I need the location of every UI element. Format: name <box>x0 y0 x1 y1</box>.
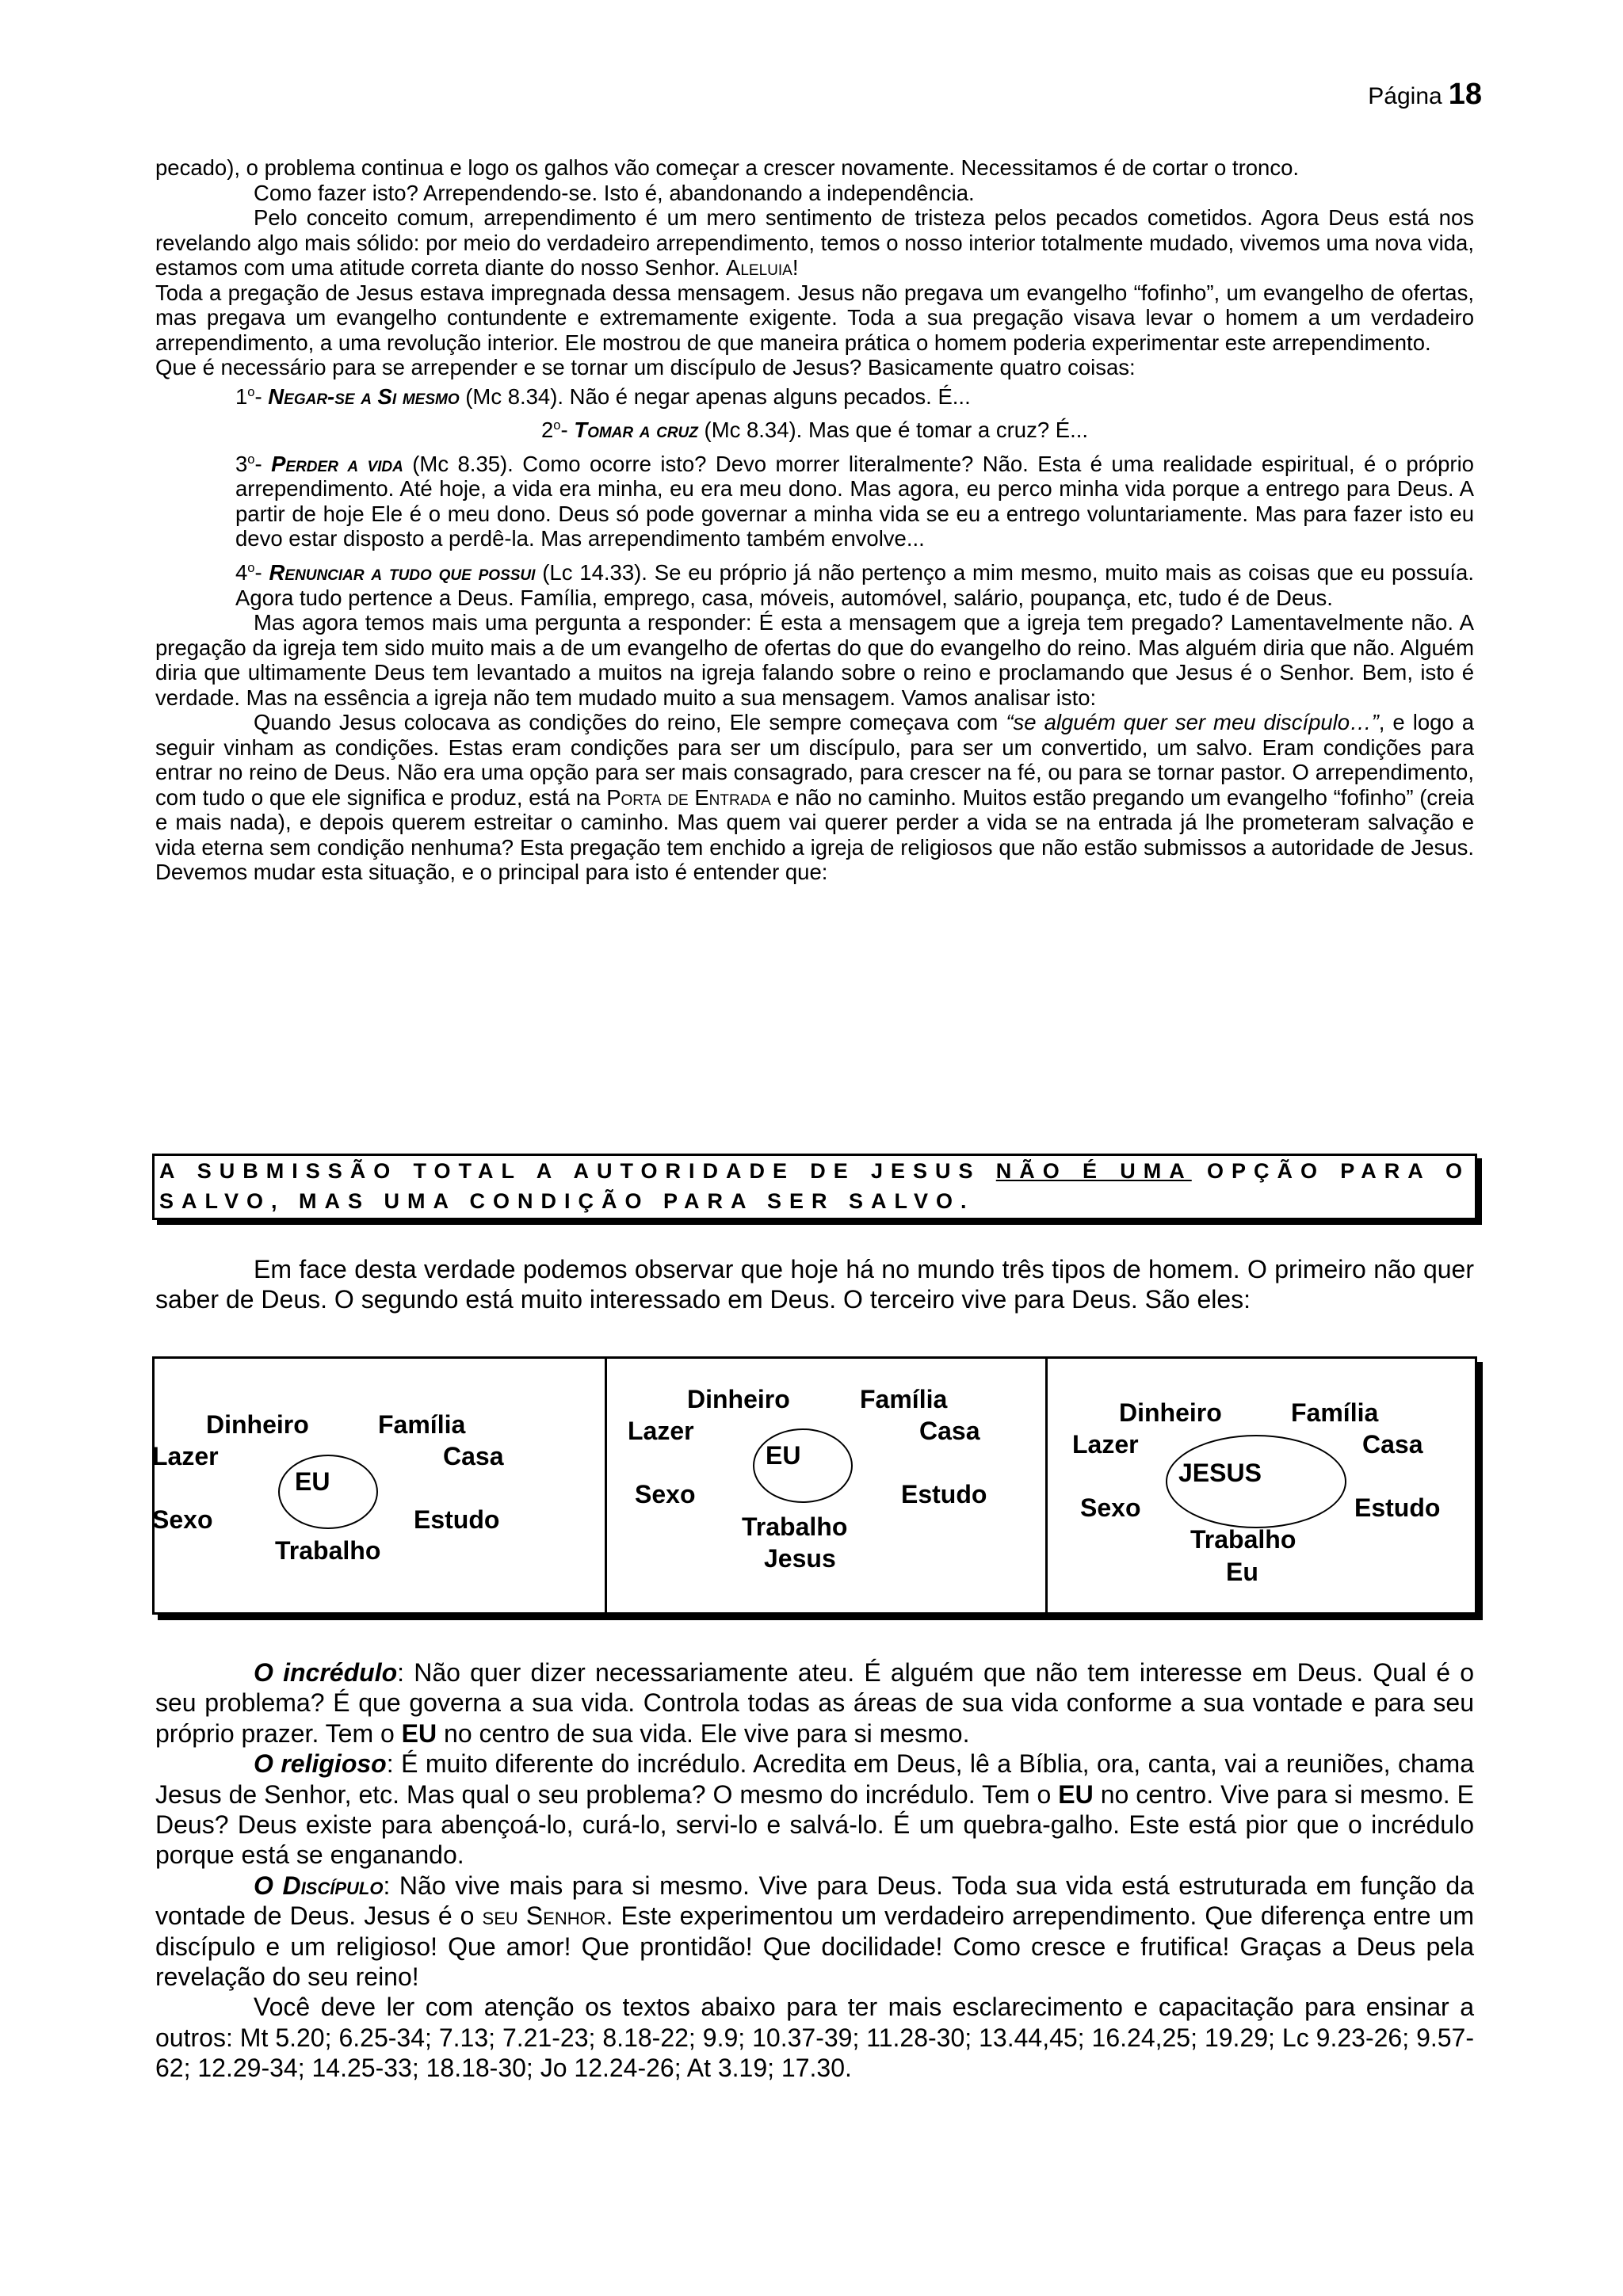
paragraph: pecado), o problema continua e logo os galhos vão começar a crescer novamente. Necessitamos é de cortar o tronco. <box>155 155 1299 180</box>
list-ordinal: o <box>247 452 255 467</box>
paragraph: Mas agora temos mais uma pergunta a responder: É esta a mensagem que a igreja tem pregado? Lamentavelmente não. A pregação da igreja tem sido muito mais a de um evangelho de ofertas do que do evangelho do reino. Mas alguém diria que não. Alguém diria que ultimamente Deus tem levantado a muitos na igreja falando sobre o reino e proclamando que Jesus é o Senhor. Bem, isto é verdade. Mas na essência a igreja não tem mudado muito a sua mensagem. Vamos analisar isto: <box>155 610 1474 710</box>
text: : É muito diferente do incrédulo. Acredita em Deus, lê a Bíblia, ora, canta, vai a reuniões, chama Jesus de Senhor, etc. Mas qual o seu problema? O mesmo do incrédulo. Tem o <box>155 1749 1475 1809</box>
label-familia: Família <box>378 1410 466 1439</box>
list-ordinal: o <box>247 560 255 575</box>
list-tag: Perder a vida <box>271 451 403 476</box>
label-sexo: Sexo <box>152 1505 213 1534</box>
label-estudo: Estudo <box>1354 1493 1441 1522</box>
panel-divider <box>1045 1359 1048 1612</box>
text: : Não quer dizer necessariamente ateu. É alguém que não tem interesse em Deus. Qual é o seu problema? É que governa a sua vida. Controla todas as áreas de sua vida conforme a sua vontade e para seu próprio prazer. Tem o <box>155 1658 1475 1748</box>
banner-underlined-text: NÃO É UMA <box>995 1159 1192 1183</box>
text-smallcaps: seu Senhor <box>482 1901 606 1931</box>
text: Quando Jesus colocava as condições do reino, Ele sempre começava com <box>254 710 1006 735</box>
page-label: Página <box>1368 83 1442 109</box>
label-center: JESUS <box>1178 1459 1262 1487</box>
paragraph: Em face desta verdade podemos observar que hoje há no mundo três tipos de homem. O primeiro não quer saber de Deus. O segundo está muito interessado em Deus. O terceiro vive para Deus. São eles: <box>155 1255 1474 1314</box>
page-number-value: 18 <box>1448 78 1482 111</box>
list-dash: - <box>254 451 272 476</box>
paragraph: Você deve ler com atenção os textos abaixo para ter mais esclarecimento e capacitação para ensinar a outros: Mt 5.20; 6.25-34; 7.13; 7.21-23; 8.18-22; 9.9; 10.37-39; 11.28-30; 13.44,45; 16.24,25; 19.29; Lc 9.23-26; 9.57-62; 12.29-34; 14.25-33; 18.18-30; Jo 12.24-26; At 3.19; 17.30. <box>155 1993 1474 2083</box>
label-trabalho: Trabalho <box>275 1536 381 1565</box>
list-text: (Mc 8.35). Como ocorre isto? Devo morrer literalmente? Não. Esta é uma realidade espiritual, é o próprio arrependimento. Até hoje, a vida era minha, eu era meu dono. Mas agora, eu perco minha vida porque a entrego para Deus. A partir de hoje Ele é o meu dono. Deus só pode governar a minha vida se eu a entrego voluntariamente. Mas para fazer isto eu devo estar disposto a perdê-la. Mas arrependimento também envolve... <box>235 451 1474 551</box>
text: Pelo conceito comum, arrependimento é um mero sentimento de tristeza pelos pecados cometidos. Agora Deus está nos revelando algo mais sólido: por meio do verdadeiro arrependimento, temos o nosso interior totalmente mudado, vivemos uma nova vida, estamos com uma atitude correta diante do nosso Senhor. <box>155 205 1474 280</box>
list-dash: - <box>254 560 269 585</box>
text-bold: EU <box>401 1718 437 1748</box>
term-label: O religioso <box>254 1749 387 1779</box>
list-number: 4 <box>235 560 248 585</box>
label-center: EU <box>295 1467 330 1496</box>
text: , e logo a seguir vinham as condições. Estas eram condições para ser um discípulo, para ser um convertido, um salvo. Eram condições para entrar no reino de Deus. Não era uma opção para ser mais consagrado, para crescer na fé, ou para se tornar pastor. O arrependimento, com tudo o que ele significa e produz, está na <box>155 710 1475 810</box>
label-jesus: Jesus <box>764 1544 836 1573</box>
label-dinheiro: Dinheiro <box>687 1385 790 1413</box>
paragraph: Toda a pregação de Jesus estava impregnada dessa mensagem. Jesus não pregava um evangelho “fofinho”, um evangelho de ofertas, mas pregava um evangelho contundente e extremamente exigente. Toda a sua pregação visava levar o homem a um verdadeiro arrependimento, a uma revolução interior. Ele mostrou de que maneira prática o homem poderia experimentar este arrependimento. <box>155 280 1474 355</box>
label-center: EU <box>766 1441 801 1470</box>
list-number: 2 <box>540 418 554 443</box>
text: no centro. Vive para si mesmo. E Deus? Deus existe para abençoá-lo, curá-lo, servi-lo e salvá-lo. É um quebra-galho. Este está pior que o incrédulo porque está se enganando. <box>155 1779 1475 1870</box>
label-dinheiro: Dinheiro <box>1119 1398 1222 1427</box>
paragraph <box>155 1657 1474 1749</box>
term-label: O Discípulo <box>254 1871 384 1900</box>
text-smallcaps: Porta de Entrada <box>606 784 771 810</box>
list-tag: Negar-se a Si mesmo <box>268 383 460 409</box>
list-item <box>235 380 1474 410</box>
list-tag: Renunciar a tudo que possui <box>269 560 536 585</box>
paragraph: Que é necessário para se arrepender e se tornar um discípulo de Jesus? Basicamente quatro coisas: <box>155 355 1136 379</box>
paragraph: Como fazer isto? Arrependendo-se. Isto é, abandonando a independência. <box>254 180 975 205</box>
list-number: 1 <box>235 383 248 409</box>
list-item <box>235 556 1474 610</box>
list-dash: - <box>254 383 269 409</box>
banner-text: A SUBMISSÃO TOTAL A AUTORIDADE DE JESUS <box>159 1159 996 1183</box>
banner-text: OPÇÃO PARA O SALVO, MAS UMA CONDIÇÃO PARA SER SALVO. <box>159 1159 1470 1213</box>
label-sexo: Sexo <box>635 1480 696 1508</box>
body-text-middle <box>155 1254 1474 1314</box>
list-tag: Tomar a cruz <box>574 418 698 443</box>
label-familia: Família <box>860 1385 948 1413</box>
list-text: (Lc 14.33). Se eu próprio já não pertenço a mim mesmo, muito mais as coisas que eu possuía. Agora tudo pertence a Deus. Família, emprego, casa, móveis, automóvel, salário, poupança, etc, tudo é de Deus. <box>235 560 1474 610</box>
label-casa: Casa <box>919 1417 980 1445</box>
list-ordinal: o <box>553 418 561 433</box>
label-estudo: Estudo <box>414 1505 500 1534</box>
text: : Não vive mais para si mesmo. Vive para Deus. Toda sua vida está estruturada em função da vontade de Deus. Jesus é o <box>155 1871 1474 1931</box>
list-item <box>155 414 1474 443</box>
panel-divider <box>605 1359 607 1612</box>
body-text-top <box>155 155 1474 885</box>
label-casa: Casa <box>1362 1430 1423 1459</box>
label-estudo: Estudo <box>901 1480 987 1508</box>
label-lazer: Lazer <box>152 1442 219 1470</box>
label-lazer: Lazer <box>628 1417 694 1445</box>
list-ordinal: o <box>247 384 255 399</box>
list-text: (Mc 8.34). Não é negar apenas alguns pecados. É... <box>459 383 971 409</box>
label-sexo: Sexo <box>1080 1493 1141 1522</box>
label-lazer: Lazer <box>1072 1430 1139 1459</box>
paragraph <box>155 710 1474 885</box>
text: ! <box>792 255 799 280</box>
text-bold: EU <box>1058 1779 1094 1809</box>
label-eu: Eu <box>1226 1558 1258 1586</box>
list-text: (Mc 8.34). Mas que é tomar a cruz? É... <box>697 418 1089 443</box>
quote: “se alguém quer ser meu discípulo…” <box>1006 710 1379 735</box>
term-label: O incrédulo <box>254 1658 398 1687</box>
highlight-banner <box>152 1154 1477 1220</box>
text-smallcaps: Aleluia <box>726 255 792 280</box>
label-casa: Casa <box>443 1442 504 1470</box>
list-number: 3 <box>235 451 248 476</box>
page-number <box>1368 78 1482 112</box>
body-text-bottom <box>155 1657 1474 2084</box>
text: no centro de sua vida. Ele vive para si mesmo. <box>437 1718 970 1748</box>
list-dash: - <box>560 418 575 443</box>
paragraph <box>155 1749 1474 1871</box>
label-dinheiro: Dinheiro <box>206 1410 309 1439</box>
three-types-diagram <box>152 1356 1477 1615</box>
paragraph <box>155 1871 1474 1993</box>
text: . Este experimentou um verdadeiro arrependimento. Que diferença entre um discípulo e um religioso! Que amor! Que prontidão! Que docilidade! Como cresce e frutifica! Graças a Deus pela revelação do seu reino! <box>155 1901 1475 1992</box>
paragraph <box>155 205 1474 280</box>
list-item <box>235 448 1474 551</box>
label-trabalho: Trabalho <box>742 1512 848 1541</box>
text: e não no caminho. Muitos estão pregando um evangelho “fofinho” (creia e mais nada), e depois querem estreitar o caminho. Mas quem vai querer perder a vida se na entrada já lhe prometeram salvação e vida eterna sem condição nenhuma? Esta pregação tem enchido a igreja de religiosos que não estão submissos a autoridade de Jesus. Devemos mudar esta situação, e o principal para isto é entender que: <box>155 784 1474 885</box>
label-trabalho: Trabalho <box>1190 1525 1296 1554</box>
label-familia: Família <box>1291 1398 1379 1427</box>
